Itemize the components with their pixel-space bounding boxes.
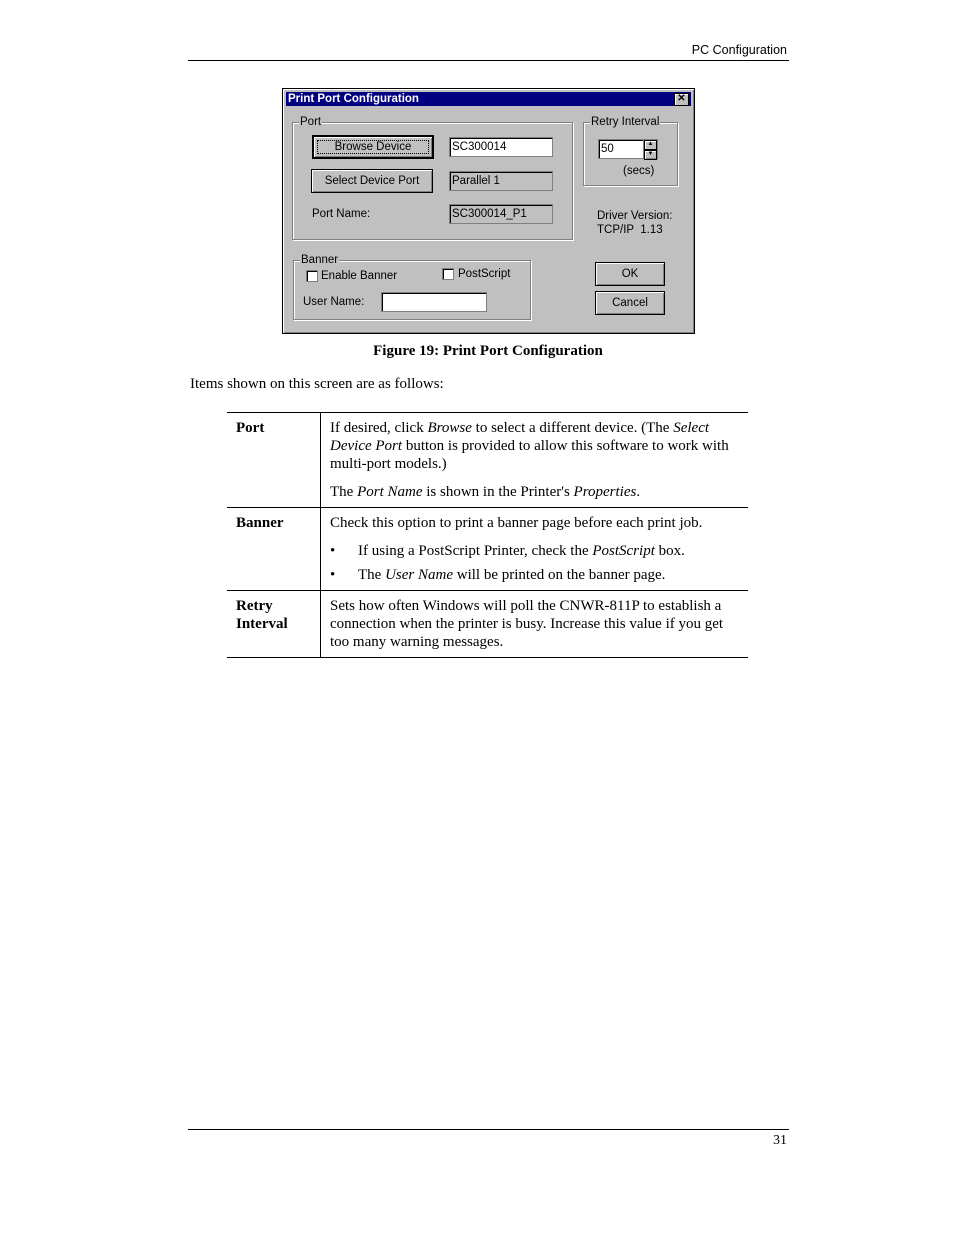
desc-port xyxy=(321,413,749,508)
ok-button[interactable]: OK xyxy=(595,262,665,286)
user-name-label: User Name: xyxy=(303,296,365,308)
emphasis: Browse xyxy=(427,420,472,436)
postscript-label: PostScript xyxy=(458,268,511,280)
emphasis: PostScript xyxy=(592,543,655,559)
driver-version-value: TCP/IP 1.13 xyxy=(597,224,663,236)
close-icon[interactable]: ✕ xyxy=(674,93,689,106)
retry-unit-label: (secs) xyxy=(623,165,655,177)
banner-bullet-list xyxy=(330,542,740,584)
text-run: The xyxy=(330,484,358,500)
desc-banner xyxy=(321,508,749,591)
term-port: Port xyxy=(227,413,321,508)
port-paragraph-1 xyxy=(330,419,740,473)
page-number: 31 xyxy=(773,1133,787,1148)
emphasis: Properties xyxy=(573,484,637,500)
select-device-port-button[interactable]: Select Device Port xyxy=(311,169,433,193)
port-field: Parallel 1 xyxy=(449,171,553,191)
table-row xyxy=(227,591,748,658)
items-table xyxy=(227,412,748,658)
driver-version-label: Driver Version: xyxy=(597,210,673,222)
cancel-button[interactable]: Cancel xyxy=(595,291,665,315)
table-row xyxy=(227,413,748,508)
bullet-icon: • xyxy=(330,543,336,559)
list-item xyxy=(330,542,740,560)
term-banner: Banner xyxy=(227,508,321,591)
banner-group-label: Banner xyxy=(301,254,339,266)
text-run: will be printed on the banner page. xyxy=(453,567,666,583)
retry-spinner[interactable] xyxy=(643,140,657,158)
port-group-label: Port xyxy=(300,116,322,128)
port-name-field: SC300014_P1 xyxy=(449,204,553,224)
emphasis: Select Device Port xyxy=(330,420,710,454)
list-item xyxy=(330,566,740,584)
header-rule xyxy=(188,60,789,61)
text-run: . xyxy=(636,484,641,500)
text-run: If using a PostScript Printer, check the xyxy=(358,543,593,559)
device-field[interactable]: SC300014 xyxy=(449,137,553,157)
print-port-configuration-dialog xyxy=(282,88,695,334)
emphasis: User Name xyxy=(385,567,453,583)
spin-up-icon[interactable]: ▲ xyxy=(644,140,657,150)
footer-rule xyxy=(188,1129,789,1130)
table-row xyxy=(227,508,748,591)
spin-down-icon[interactable]: ▼ xyxy=(644,150,657,160)
text-run: button is provided to allow this software to work with multi-port models.) xyxy=(330,438,729,472)
user-name-input[interactable] xyxy=(381,292,487,312)
intro-text: Items shown on this screen are as follows: xyxy=(190,376,444,392)
postscript-checkbox[interactable] xyxy=(442,268,454,280)
retry-interval-input[interactable] xyxy=(598,139,658,159)
focus-rect xyxy=(317,140,429,154)
port-paragraph-2 xyxy=(330,483,740,501)
browse-device-button[interactable] xyxy=(313,136,433,158)
bullet-icon: • xyxy=(330,567,336,583)
text-run: is shown in the Printer's xyxy=(422,484,574,500)
emphasis: Port Name xyxy=(357,484,423,500)
term-retry-interval: Retry Interval xyxy=(227,591,321,658)
port-name-label: Port Name: xyxy=(312,208,371,220)
text-run: to select a different device. (The xyxy=(471,420,674,436)
enable-banner-checkbox[interactable] xyxy=(306,270,318,282)
dialog-title: Print Port Configuration xyxy=(288,93,419,105)
retry-interval-label: Retry Interval xyxy=(591,116,660,128)
figure-caption: Figure 19: Print Port Configuration xyxy=(373,343,603,359)
desc-retry-interval: Sets how often Windows will poll the CNWR-811P to establish a connection when the printer is busy. Increase this value if you get too many warning messages. xyxy=(321,591,749,658)
text-run: If desired, click xyxy=(330,420,428,436)
dialog-titlebar xyxy=(286,92,691,106)
text-run: box. xyxy=(654,543,685,559)
enable-banner-label: Enable Banner xyxy=(321,270,398,282)
banner-paragraph: Check this option to print a banner page before each print job. xyxy=(330,515,703,531)
retry-interval-value: 50 xyxy=(601,143,614,155)
text-run: The xyxy=(358,567,386,583)
browse-device-label: Browse Device xyxy=(334,141,412,153)
running-header: PC Configuration xyxy=(691,43,787,57)
